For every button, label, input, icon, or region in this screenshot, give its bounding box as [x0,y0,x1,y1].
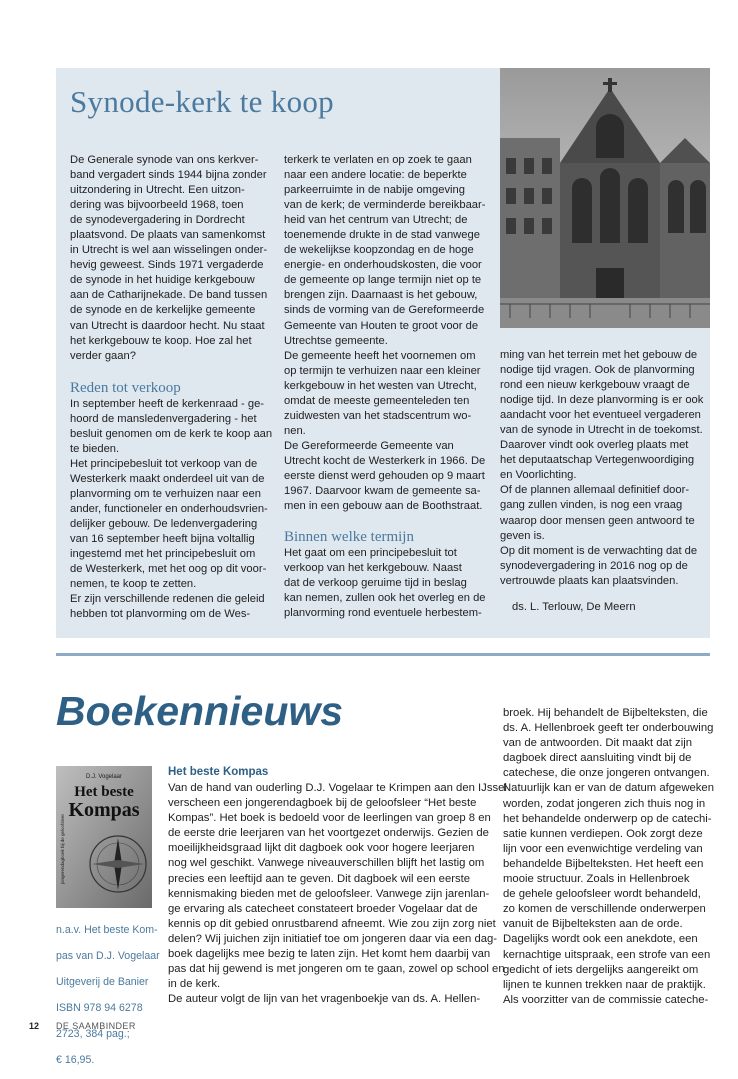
text-line: delen? Wij juichen zijn initiatief toe om jongeren daar via een dag- [168,932,498,945]
text-line: aandacht voor het eventueel vergaderen [500,409,701,422]
text-line: behandelde Bijbelteksten. Het heeft een [503,857,704,870]
book-cover-subtitle: jongerendagboek bij de geloofsleer [60,813,65,884]
text-line: satie kunnen verdiepen. Ook zorgt deze [503,827,703,840]
synode-col1-text [70,153,272,364]
text-line: lijnen te kunnen trekken naar de praktijk. [503,978,706,991]
text-line: op termijn te verhuizen naar een kleiner [284,364,481,377]
synode-col2b-text [284,546,486,621]
text-line: boek dagelijks mee bezig te laten zijn. Het komt hem daarbij van [168,948,491,961]
text-line: dagboek direct aansluiting vindt bij de [503,752,692,765]
text-line: hebben tot planvorming om de Wes- [70,608,251,621]
text-line: Kompas”. Het boek is bedoeld voor de leerlingen van groep 8 en [168,812,491,825]
caption-line: € 16,95. [56,1054,95,1067]
text-line: pas dat hij gewend is met jongeren om te gaan, zowel op school en [168,963,505,976]
text-line: de gehele geloofsleer wordt behandeld, [503,888,701,901]
text-line: Op dit moment is de verwachting dat de [500,544,698,557]
text-line: heid van het centrum van Utrecht; de [284,214,468,227]
text-line: van 16 september heeft bijna voltallig [70,533,255,546]
text-line: mooie structuur. Zoals in Hellenbroek [503,873,690,886]
caption-line: n.a.v. Het beste Kom- [56,923,158,936]
text-line: geven is. [500,529,545,542]
text-line: besluit genomen om de kerk te koop aan [70,427,273,440]
text-line: Of de plannen allemaal definitief door- [500,484,690,497]
text-line: Utrecht kocht de Westerkerk in 1966. De [284,454,486,467]
caption-line: Uitgeverij de Banier [56,975,149,988]
text-line: gedicht of iets dergelijks aangereikt om [503,963,699,976]
boek-column-2 [503,706,714,1008]
text-line: dering was bijvoorbeeld 1968, toen [70,199,244,212]
text-line: kennismaking bieden met de geloofsleer. Vanwege zijn jarenlan- [168,887,490,900]
text-line: nog wel geschikt. Vanwege niveauverschillen blijft het lastig om [168,857,485,870]
text-line: Gemeente van Houten te groot voor de [284,319,479,332]
text-line: omdat de meeste gemeenteleden ten [284,394,470,407]
text-line: 1967. Daarvoor kwam de gemeente sa- [284,485,481,498]
text-line: nodige tijd vragen. Ook de planvorming [500,364,695,377]
text-line: Het principebesluit tot verkoop van de [70,457,258,470]
text-line: gang zullen vinden, is nog een vraag [500,499,683,512]
text-line: Natuurlijk kan er van de datum afgeweken [503,782,714,795]
text-line: Daarover vindt ook overleg plaats met [500,439,689,452]
text-line: het behandelde onderwerp op de catechi- [503,812,712,825]
text-line: ander, functioneler en onderhoudsvrien- [70,502,268,515]
synode-title: Synode-kerk te koop [70,84,334,119]
text-line: nen. [284,424,306,437]
text-line: verscheen een jongerendagboek bij de geloofsleer “Het beste [168,797,477,810]
text-line: de Westerkerk, met het oog op dit voor- [70,563,267,576]
text-line: Westerkerk maakt onderdeel uit van de [70,472,265,485]
text-line: de synode in het huidige kerkgebouw [70,274,255,287]
text-line: lijn voor een evenwichtige verdeling van [503,842,703,855]
text-line: in de kerk. [168,978,221,991]
text-line: naar een andere locatie: de beperkte [284,169,467,182]
text-line: Het gaat om een principebesluit tot [284,547,457,560]
text-line: de eerste drie leerjaren van het voortgezet onderwijs. Gezien de [168,827,489,840]
text-line: nodige tijd. In deze planvorming is er ook [500,394,704,407]
text-line: De Gereformeerde Gemeente van [284,439,454,452]
caption-line: pas van D.J. Vogelaar [56,949,160,962]
text-line: te bieden. [70,442,120,455]
subheading-reden: Reden tot verkoop [70,379,181,396]
text-line: in Utrecht is wel aan wisselingen onder- [70,244,268,257]
text-line: verder gaan? [70,349,136,362]
text-line: De auteur volgt de lijn van het vragenboekje van ds. A. Hellen- [168,993,481,1006]
text-line: moeilijkheidsgraad lijkt dit dagboek ook voor hogere leerjaren [168,842,475,855]
text-line: het kerkgebouw te koop. Hoe zal het [70,334,252,347]
text-line: terkerk te verlaten en op zoek te gaan [284,154,472,166]
synode-column-1 [70,153,272,622]
book-cover-title-2: Kompas [68,799,140,821]
text-line: ingestemd met het principebesluit om [70,548,256,561]
text-line: De gemeente heeft het voornemen om [284,349,476,362]
caption-line: 2723, 384 pag.; [56,1027,130,1040]
text-line: vanuit de Bijbelteksten aan de orde. [503,918,683,931]
text-line: kan nemen, zullen ook het overleg en de [284,592,486,605]
text-line: kerkgebouw in het westen van Utrecht, [284,379,477,392]
text-line: Utrechtse gemeente. [284,334,388,347]
text-line: Als voorzitter van de commissie cateche- [503,993,709,1006]
text-line: de synode en de kerkelijke gemeente [70,304,256,317]
text-line: van de synode in Utrecht in de toekomst. [500,424,703,437]
text-line: planvorming rond eventuele herbestem- [284,607,482,620]
synode-col3-text [500,348,703,589]
text-line: In september heeft de kerkenraad - ge- [70,397,265,410]
text-line: ds. A. Hellenbroek geeft ter onderbouwing [503,722,714,735]
text-line: zuidwesten van het stadscentrum wo- [284,409,472,422]
text-line: energie- en onderhoudskosten, die voor [284,259,482,272]
text-line: aan de Catharijnekade. De band tussen [70,289,268,302]
text-line: sinds de vorming van de Gereformeerde [284,304,485,317]
text-line: synodevergadering in 2016 nog op de [500,559,688,572]
author-signature: ds. L. Terlouw, De Meern [512,601,636,613]
text-line: en Voorlichting. [500,469,577,482]
caption-line: ISBN 978 94 6278 [56,1001,143,1014]
text-line: Dagelijks wordt ook een anekdote, een [503,933,698,946]
text-line: kernachtige uitspraak, een strofe van een [503,948,711,961]
book-cover-image [56,766,152,908]
text-line: uitzondering in Utrecht. Een uitzon- [70,184,245,197]
text-line: rond een nieuw kerkgebouw vraagt de [500,379,690,392]
book-caption [56,912,160,1079]
section-divider [56,653,710,656]
boek-column-1 [168,781,507,1007]
text-line: planvorming om te verhuizen naar een [70,487,261,500]
text-line: worden, zodat jongeren zich thuis nog in [503,797,706,810]
text-line: hoord de mansledenvergadering - het [70,412,257,425]
synode-col2-text [284,153,486,514]
text-line: catechese, die onze jongeren ontvangen. [503,767,710,780]
book-cover-title-1: Het beste [74,784,134,800]
synode-col1b-text [70,397,272,623]
text-line: waarop door mensen geen antwoord te [500,514,695,527]
boekennieuws-title: Boekennieuws [56,688,344,734]
text-line: band vergadert sinds 1944 bijna zonder [70,169,267,182]
text-line: ming van het terrein met het gebouw de [500,349,698,361]
article-heading: Het beste Kompas [168,766,269,778]
text-line: De Generale synode van ons kerkver- [70,154,259,166]
page-number: 12 [29,1021,40,1031]
magazine-name: DE SAAMBINDER [56,1021,136,1031]
text-line: de gemeente op lange termijn niet op te [284,274,482,287]
text-line: verkoop van het kerkgebouw. Naast [284,562,462,575]
text-line: Er zijn verschillende redenen die geleid [70,593,265,606]
church-photo [500,68,710,328]
text-line: hevig geweest. Sinds 1971 vergaderde [70,259,264,272]
text-line: het deputaatschap Vertegenwoordiging [500,454,695,467]
text-line: van Utrecht is daardoor hecht. Nu staat [70,319,265,332]
text-line: de wekelijkse koopzondag en de hoge [284,244,474,257]
synode-column-3 [500,348,703,589]
text-line: van de antwoorden. Dit maakt dat zijn [503,737,693,750]
text-line: de synodevergadering in Dordrecht [70,214,245,227]
text-line: dat de verkoop geruime tijd in beslag [284,577,467,590]
text-line: parkeerruimte in de nabije omgeving [284,184,465,197]
text-line: ge ervaring als catecheet constateert broeder Vogelaar dat de [168,902,478,915]
text-line: zo komen de verschillende onderwerpen [503,903,706,916]
text-line: precies een leeftijd aan te geven. Dit dagboek wil een eerste [168,872,471,885]
text-line: broek. Hij behandelt de Bijbelteksten, die [503,707,708,719]
text-line: vertrouwde plaats kan plaatsvinden. [500,574,679,587]
subheading-termijn: Binnen welke termijn [284,529,414,546]
text-line: plaatsvond. De plaats van samenkomst [70,229,266,242]
text-line: kennis op dit gebied onrustbarend afneemt. Wie zou zijn zorg niet [168,917,496,930]
text-line: men in een gebouw aan de Boothstraat. [284,500,483,513]
text-line: nemen, te koop te zetten. [70,578,197,591]
text-line: Van de hand van ouderling D.J. Vogelaar te Krimpen aan den IJssel [168,782,507,794]
book-cover-author: D.J. Vogelaar [85,774,123,780]
text-line: delijker gebouw. De ledenvergadering [70,518,258,531]
synode-column-2 [284,153,486,621]
text-line: van de kerk; de verminderde bereikbaar- [284,199,486,212]
text-line: toenemende drukte in de stad vanwege [284,229,480,242]
text-line: eerste dienst werd gehouden op 9 maart [284,469,485,482]
text-line: brengen zijn. Daarnaast is het gebouw, [284,289,478,302]
